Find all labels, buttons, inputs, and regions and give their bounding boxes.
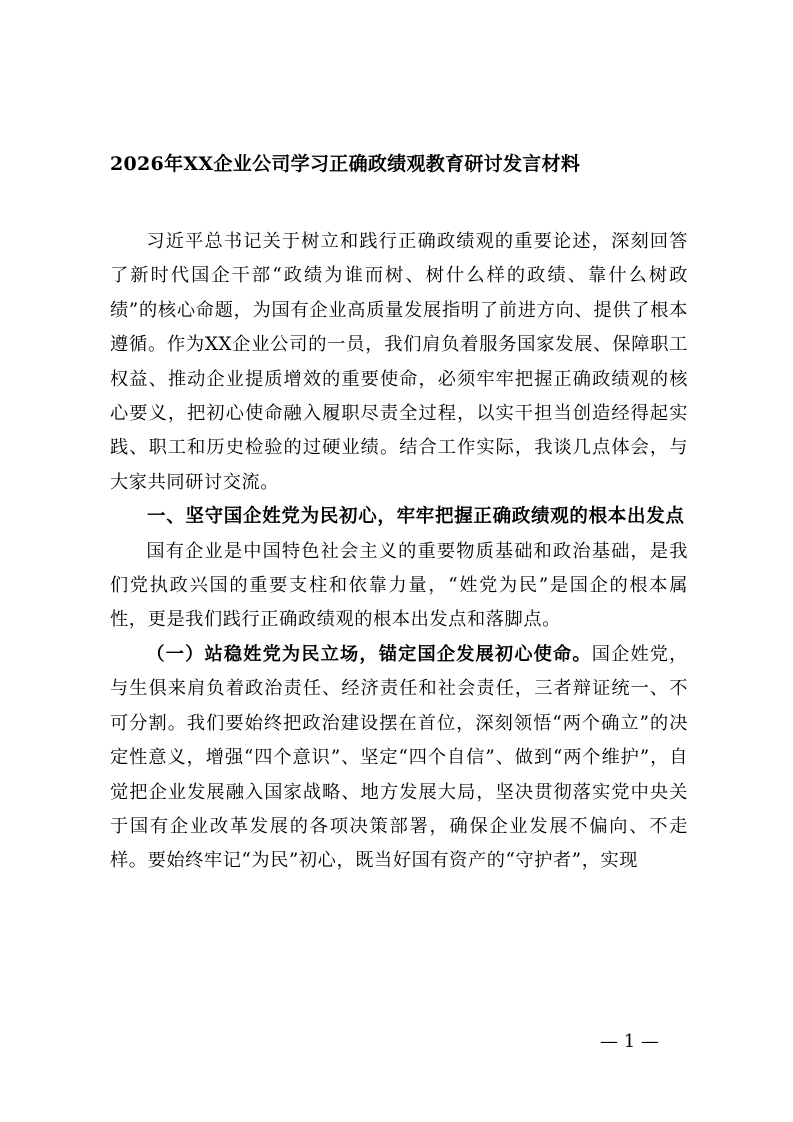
subsection-1-text: 国企姓党，与生俱来肩负着政治责任、经济责任和社会责任，三者辩证统一、不可分割。我们要始终把政治建设摆在首位，深刻领悟“两个确立”的决定性意义，增强“四个意识”、坚定“四个自信”、做到“两个维护”，自觉把企业发展融入国家战略、地方发展大局，坚决贯彻落实党中央关于国有企业改革发展的各项决策部署，确保企业发展不偏向、不走样。要始终牢记“为民”初心，既当好国有资产的“守护者”，实现: [110, 643, 688, 872]
subsection-1-paragraph: [110, 638, 688, 879]
document-title: 2026年XX企业公司学习正确政绩观教育研讨发言材料: [110, 153, 581, 175]
subsection-1-lead: （一）站稳姓党为民立场，锚定国企发展初心使命。: [146, 643, 592, 665]
page-number: — 1 —: [600, 1031, 659, 1052]
section-1-paragraph: 国有企业是中国特色社会主义的重要物质基础和政治基础，是我们党执政兴国的重要支柱和依靠力量，“姓党为民”是国企的根本属性，更是我们践行正确政绩观的根本出发点和落脚点。: [110, 540, 688, 631]
intro-paragraph: 习近平总书记关于树立和践行正确政绩观的重要论述，深刻回答了新时代国企干部“政绩为谁而树、树什么样的政绩、靠什么树政绩”的核心命题，为国有企业高质量发展指明了前进方向、提供了根本遵循。作为XX企业公司的一员，我们肩负着服务国家发展、保障职工权益、推动企业提质增效的重要使命，必须牢牢把握正确政绩观的核心要义，把初心使命融入履职尽责全过程，以实干担当创造经得起实践、职工和历史检验的过硬业绩。结合工作实际，我谈几点体会，与大家共同研讨交流。: [110, 231, 688, 493]
document-body: [110, 225, 688, 879]
section-heading-1: 一、坚守国企姓党为民初心，牢牢把握正确政绩观的根本出发点: [147, 506, 685, 528]
